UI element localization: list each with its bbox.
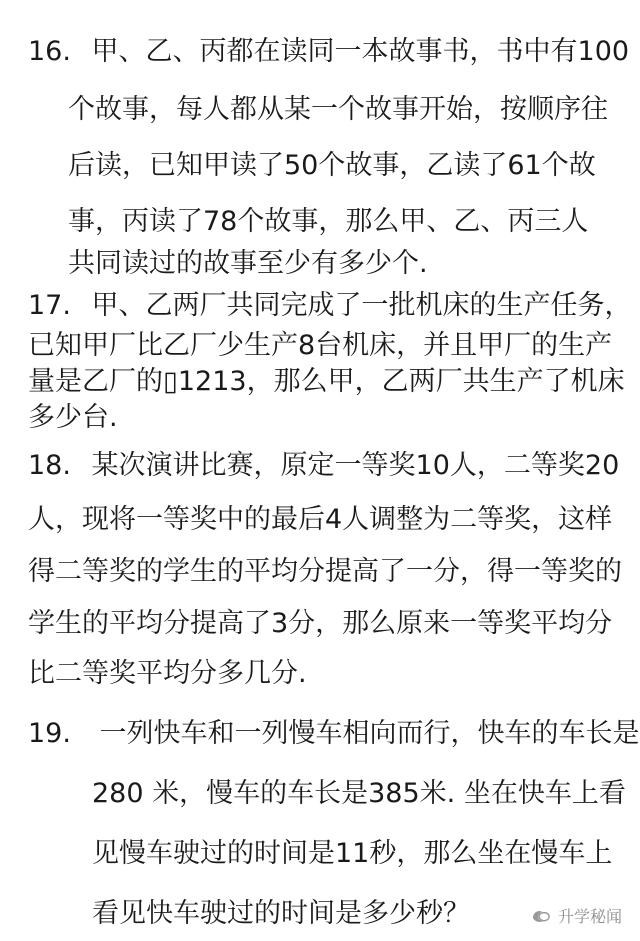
problem-18-number: 18. [28,450,71,481]
problem-16-line-5: 共同读过的故事至少有多少个. [68,248,428,279]
problem-18-line-2: 人，现将一等奖中的最后4人调整为二等奖，这样 [28,504,613,535]
problem-19-number: 19. [28,718,71,749]
wechat-official-account-icon [530,907,552,925]
problem-16-line-3: 后读，已知甲读了50个故事，乙读了61个故 [68,150,596,181]
problem-16-line-2: 个故事，每人都从某一个故事开始，按顺序往 [68,94,608,125]
problem-17-line-3: 量是乙厂的▯1213，那么甲，乙两厂共生产了机床 [28,366,625,397]
problem-19-line-1: 19. 一列快车和一列慢车相向而行，快车的车长是 [28,718,640,749]
problem-19-line-3: 见慢车驶过的时间是11秒，那么坐在慢车上 [92,838,613,869]
problem-16-line-4: 事，丙读了78个故事，那么甲、乙、丙三人 [68,206,589,237]
problem-17-line-4: 多少台. [28,402,118,433]
problem-16-line-1: 16. 甲、乙、丙都在读同一本故事书，书中有100 [28,36,630,67]
problem-17-line-1: 17. 甲、乙两厂共同完成了一批机床的生产任务， [28,290,632,321]
watermark [530,904,622,927]
problem-18-line-1: 18. 某次演讲比赛，原定一等奖10人，二等奖20 [28,450,620,481]
problem-16-number: 16. [28,36,71,67]
problem-17-number: 17. [28,290,71,321]
problem-18-line-5: 比二等奖平均分多几分. [28,658,307,689]
problem-19-line-2: 280 米，慢车的车长是385米. 坐在快车上看 [92,778,626,809]
problem-19-line-4: 看见快车驶过的时间是多少秒？ [92,898,470,929]
problem-17-line-2: 已知甲厂比乙厂少生产8台机床，并且甲厂的生产 [28,330,613,361]
problem-18-line-3: 得二等奖的学生的平均分提高了一分，得一等奖的 [28,556,622,587]
problem-18-line-4: 学生的平均分提高了3分，那么原来一等奖平均分 [28,608,613,639]
watermark-text: 升学秘闻 [557,909,622,926]
